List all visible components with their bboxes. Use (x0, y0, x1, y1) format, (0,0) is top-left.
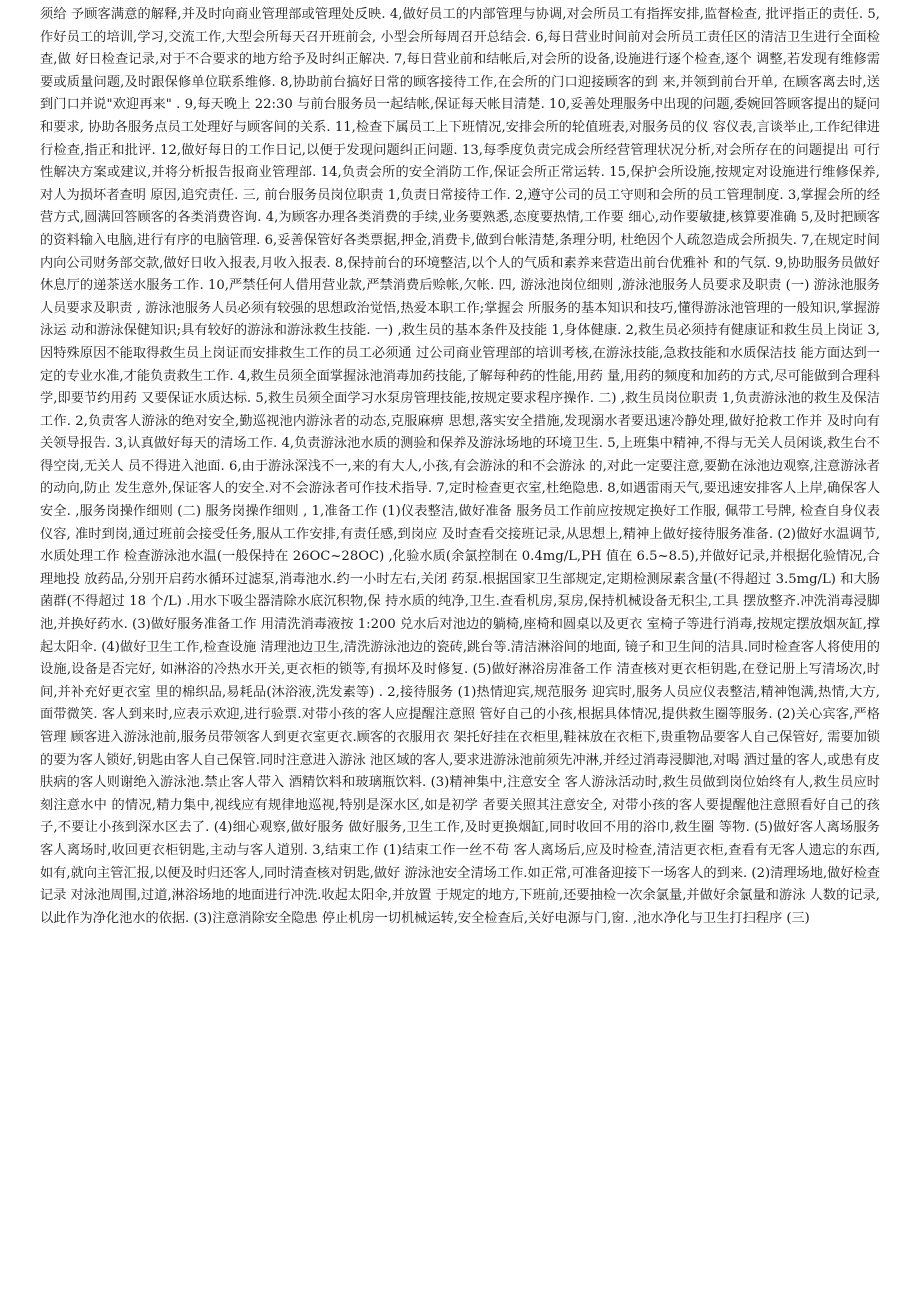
document-body-text: 须给 予顾客满意的解释,并及时向商业管理部或管理处反映. 4,做好员工的内部管理与协调,对会所员工有指挥安排,监督检查, 批评指正的责任. 5,作好员工的培训,学习,交流工作,大型会所每天召开班前会, 小型会所每周召开总结会. 6,每日营业时间前对会所员工责任区的清洁卫生进行全面检查,做 好日检查记录,对于不合要求的地方给予及时纠正解决. 7,每日营业前和结帐后,对会所的设备,设施进行逐个检查,逐个 调整,若发现有维修需要或质量问题,及时跟保修单位联系维修. 8,协助前台搞好日常的顾客接待工作,在会所的门口迎接顾客的到 来,并领到前台开单, 在顾客离去时,送到门口并说"欢迎再来" . 9,每天晚上 22:30 与前台服务员一起结帐,保证每天帐目清楚. 10,妥善处理服务中出现的问题,委婉回答顾客提出的疑问和要求, 协助各服务点员工处理好与顾客间的关系. 11,检查下属员工上下班情况,安排会所的轮值班表,对服务员的仪 容仪表,言谈举止,工作纪律进行检查,指正和批评. 12,做好每日的工作日记,以便于发现问题纠正问题. 13,每季度负责完成会所经营管理状况分析,对会所存在的问题提出 可行性解决方案或建议,并将分析报告报商业管理部. 14,负责会所的安全消防工作,保证会所正常运转. 15,保护会所设施,按规定对设施进行维修保养,对人为损坏者查明 原因,追究责任. 三, 前台服务员岗位职责 1,负责日常接待工作. 2,遵守公司的员工守则和会所的员工管理制度. 3,掌握会所的经营方式,圆满回答顾客的各类消费咨询. 4,为顾客办理各类消费的手续,业务要熟悉,态度要热情,工作要 细心,动作要敏捷,核算要准确 5,及时把顾客的资料输入电脑,进行有序的电脑管理. 6,妥善保管好各类票据,押金,消费卡,做到台帐清楚,条理分明, 杜绝因个人疏忽造成会所损失. 7,在规定时间内向公司财务部交款,做好日收入报表,月收入报表. 8,保持前台的环境整洁,以个人的气质和素养来营造出前台优雅补 和的气氛. 9,协助服务员做好休息厅的递茶送水服务工作. 10,严禁任何人借用营业款,严禁消费后赊帐,欠帐. 四, 游泳池岗位细则 ,游泳池服务人员要求及职责 (一) 游泳池服务人员要求及职责 , 游泳池服务人员必须有较强的思想政治觉悟,热爱本职工作;掌握会 所服务的基本知识和技巧,懂得游泳池管理的一般知识,掌握游泳运 动和游泳保健知识;具有较好的游泳和游泳救生技能. 一) ,救生员的基本条件及技能 1,身体健康. 2,救生员必须持有健康证和救生员上岗证 3,因特殊原因不能取得救生员上岗证而安排救生工作的员工必须通 过公司商业管理部的培训考核,在游泳技能,急救技能和水质保洁技 能方面达到一定的专业水准,才能负责救生工作. 4,救生员须全面掌握泳池消毒加药技能,了解每种药的性能,用药 量,用药的频度和加药的方式,尽可能做到合理科学,即要节约用药 又要保证水质达标. 5,救生员须全面学习水泵房管理技能,按规定要求程序操作. 二) ,救生员岗位职责 1,负责游泳池的救生及保洁工作. 2,负责客人游泳的绝对安全,勤巡视池内游泳者的动态,克服麻痹 思想,落实安全措施,发现溺水者要迅速冷静处理,做好抢救工作并 及时向有关领导报告. 3,认真做好每天的清场工作. 4,负责游泳池水质的测验和保养及游泳场地的环境卫生. 5,上班集中精神,不得与无关人员闲谈,救生台不得空岗,无关人 员不得进入池面. 6,由于游泳深浅不一,来的有大人,小孩,有会游泳的和不会游泳 的,对此一定要注意,要勤在泳池边观察,注意游泳者的动向,防止 发生意外,保证客人的安全.对不会游泳者可作技术指导. 7,定时检查更衣室,杜绝隐患. 8,如遇雷雨天气,要迅速安排客人上岸,确保客人安全. ,服务岗操作细则 (二) 服务岗操作细则 , 1,准备工作 (1)仪表整洁,做好准备 服务员工作前应按规定换好工作服, 佩带工号牌, 检查自身仪表仪容, 准时到岗,通过班前会接受任务,服从工作安排,有责任感,到岗应 及时查看交接班记录,从思想上,精神上做好接待服务准备. (2)做好水温调节,水质处理工作 检查游泳池水温(一般保持在 26OC~28OC) ,化验水质(余氯控制在 0.4mg/L,PH 值在 6.5~8.5),并做好记录,并根据化验情况,合理地投 放药品,分别开启药水循环过滤泵,消毒池水.约一小时左右,关闭 药泵.根据国家卫生部规定,定期检测尿素含量(不得超过 3.5mg/L) 和大肠菌群(不得超过 18 个/L) .用水下吸尘器清除水底沉积物,保 持水质的纯净,卫生.查看机房,泵房,保持机械设备无积尘,工具 摆放整齐.冲洗消毒浸脚池,并换好药水. (3)做好服务准备工作 用清洗消毒液按 1:200 兑水后对池边的躺椅,座椅和圆桌以及更衣 室椅子等进行消毒,按规定摆放烟灰缸,撑起太阳伞. (4)做好卫生工作,检查设施 清理池边卫生,清洗游泳池边的瓷砖,跳台等.清洁淋浴间的地面, 镜子和卫生间的洁具.同时检查客人将使用的设施,设备是否完好, 如淋浴的冷热水开关,更衣柜的锁等,有损坏及时修复. (5)做好淋浴房准备工作 清查核对更衣柜钥匙,在登记册上写清场次,时间,并补充好更衣室 里的棉织品,易耗品(沐浴液,洗发素等) . 2,接待服务 (1)热情迎宾,规范服务 迎宾时,服务人员应仪表整洁,精神饱满,热情,大方,面带微笑. 客人到来时,应表示欢迎,进行验票.对带小孩的客人应提醒注意照 管好自己的小孩,根据具体情况,提供救生圈等服务. (2)关心宾客,严格管理 顾客进入游泳池前,服务员带领客人到更衣室更衣.顾客的衣服用衣 架托好挂在衣柜里,鞋袜放在衣柜下,贵重物品要客人自己保管好, 需要加锁的要为客人锁好,钥匙由客人自己保管.同时注意进入游泳 池区域的客人,要求进游泳池前须先冲淋,并经过消毒浸脚池,对喝 酒过量的客人,或患有皮肤病的客人则谢绝入游泳池.禁止客人带入 酒精饮料和玻璃瓶饮料. (3)精神集中,注意安全 客人游泳活动时,救生员做到岗位始终有人,救生员应时刻注意水中 的情况,精力集中,视线应有规律地巡视,特别是深水区,如是初学 者要关照其注意安全, 对带小孩的客人要提醒他注意照看好自己的孩子,不要让小孩到深水区去了. (4)细心观察,做好服务 做好服务,卫生工作,及时更换烟缸,同时收回不用的浴巾,救生圈 等物. (5)做好客人离场服务 客人离场时,收回更衣柜钥匙,主动与客人道别. 3,结束工作 (1)结束工作一丝不苟 客人离场后,应及时检查,清洁更衣柜,查看有无客人遗忘的东西, 如有,就向主管汇报,以便及时归还客人,同时清查核对钥匙,做好 游泳池安全清场工作.如正常,可准备迎接下一场客人的到来. (2)清理场地,做好检查记录 对泳池周围,过道,淋浴场地的地面进行冲洗.收起太阳伞,并放置 于规定的地方,下班前,还要抽检一次余氯量,并做好余氯量和游泳 人数的记录,以此作为净化池水的依据. (3)注意消除安全隐患 停止机房一切机械运转,安全检查后,关好电源与门,窗. ,池水净化与卫生打扫程序 (三) (40, 7, 880, 926)
